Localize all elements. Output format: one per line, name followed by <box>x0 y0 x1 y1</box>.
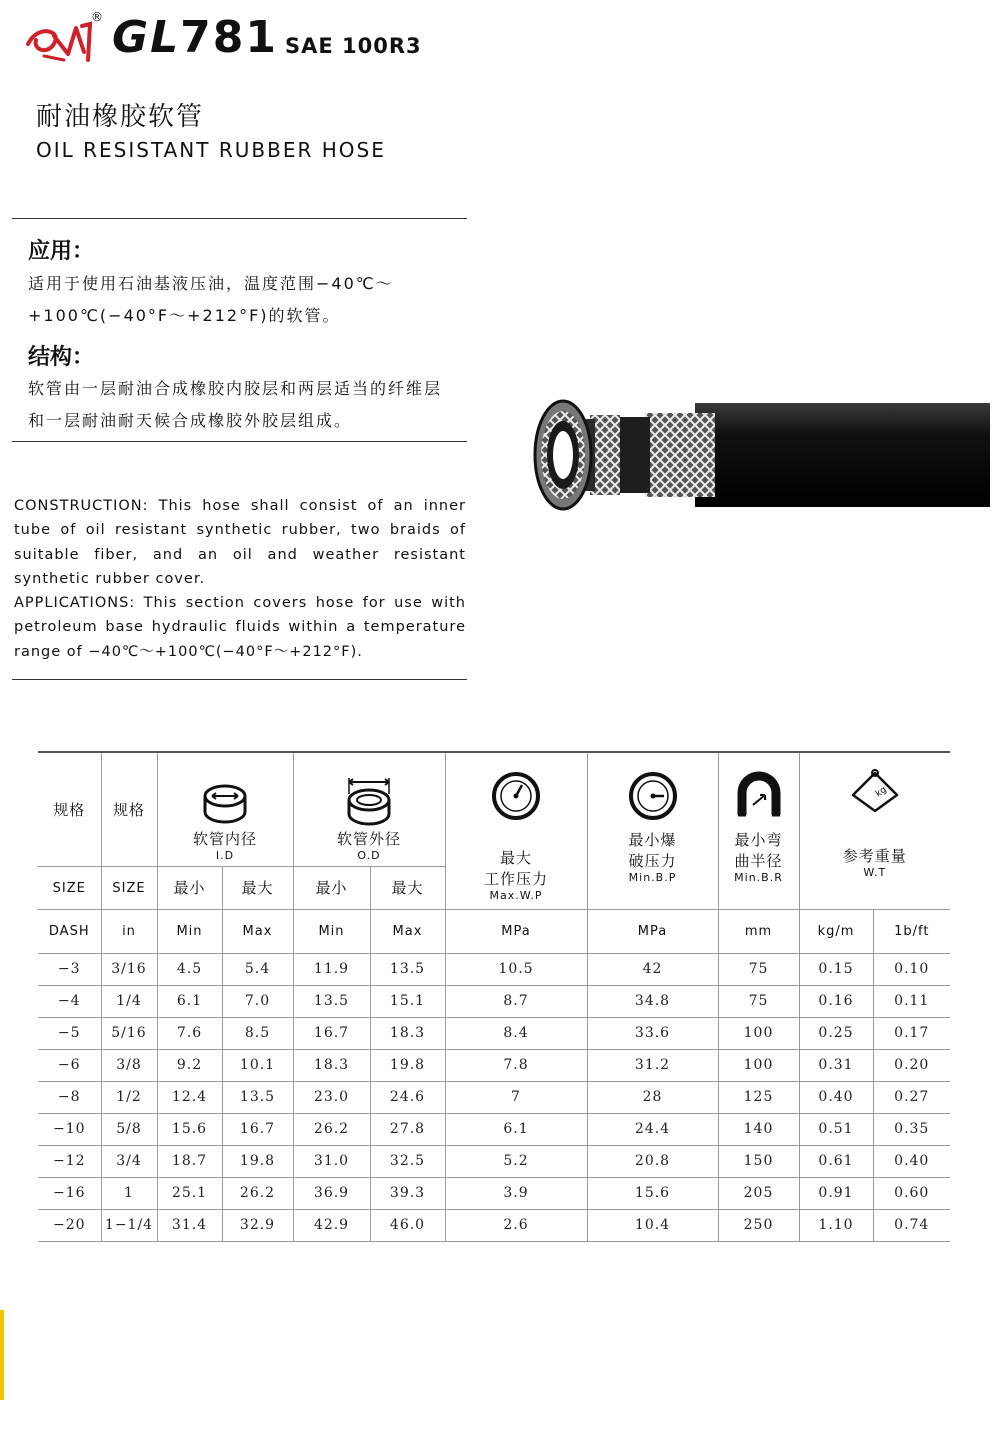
bp-label-2: 破压力 <box>628 852 677 870</box>
header-spec-2 <box>101 752 157 866</box>
table-cell: 27.8 <box>370 1113 445 1145</box>
table-cell: 42 <box>587 953 718 985</box>
table-cell: 13.5 <box>370 953 445 985</box>
divider <box>12 441 467 442</box>
structure-text <box>28 373 468 437</box>
table-cell: 0.10 <box>873 953 950 985</box>
subheader-size-1 <box>38 866 101 909</box>
table-row <box>38 1017 950 1049</box>
table-cell: 0.25 <box>799 1017 873 1049</box>
table-cell: 5/8 <box>101 1113 157 1145</box>
structure-line-2: 和一层耐油耐天候合成橡胶外胶层组成。 <box>28 411 353 430</box>
accent-bar <box>0 1310 4 1400</box>
table-cell: 3/8 <box>101 1049 157 1081</box>
wp-label-en: Max.W.P <box>489 889 543 902</box>
table-cell: 33.6 <box>587 1017 718 1049</box>
br-label-en: Min.B.R <box>734 871 783 884</box>
unit-dash: DASH <box>38 909 101 953</box>
table-cell: 4.5 <box>157 953 222 985</box>
registered-mark: ® <box>91 10 103 24</box>
subheader-od-min <box>293 866 370 909</box>
table-cell: 26.2 <box>293 1113 370 1145</box>
table-cell: 10.4 <box>587 1209 718 1241</box>
table-cell: 15.6 <box>157 1113 222 1145</box>
min-label: 最小 <box>315 879 348 897</box>
application-heading: 应用： <box>28 239 95 264</box>
id-label-en: I.D <box>215 848 235 862</box>
table-cell: 15.1 <box>370 985 445 1017</box>
table-cell: 0.20 <box>873 1049 950 1081</box>
table-cell: 100 <box>718 1049 799 1081</box>
od-label-cn: 软管外径 <box>336 829 401 848</box>
table-cell: 0.31 <box>799 1049 873 1081</box>
unit-lbft: 1b/ft <box>873 909 950 953</box>
table-cell: 31.0 <box>293 1145 370 1177</box>
table-cell: 16.7 <box>293 1017 370 1049</box>
table-cell: 0.51 <box>799 1113 873 1145</box>
wp-label-2: 工作压力 <box>483 870 548 888</box>
table-cell: 9.2 <box>157 1049 222 1081</box>
table-cell: 3/16 <box>101 953 157 985</box>
application-text <box>28 268 468 332</box>
english-description <box>14 494 466 664</box>
wp-label-1: 最大 <box>499 849 532 867</box>
table-cell: 205 <box>718 1177 799 1209</box>
table-cell: 0.27 <box>873 1081 950 1113</box>
table-cell: 3.9 <box>445 1177 587 1209</box>
table-cell: 0.11 <box>873 985 950 1017</box>
table-cell: 0.16 <box>799 985 873 1017</box>
table-cell: 12.4 <box>157 1081 222 1113</box>
header-od <box>293 752 445 866</box>
table-body <box>38 953 950 1241</box>
subheader-id-min <box>157 866 222 909</box>
model-number: 781 <box>180 12 279 63</box>
applications-text: APPLICATIONS: This section covers hose for use with petroleum base hydraulic fluids within a temperature range of −40℃～+100℃(−40°F～+212°F). <box>14 595 466 660</box>
outer-diameter-icon <box>344 776 394 828</box>
bp-label-1: 最小爆 <box>628 831 677 849</box>
table-cell: −16 <box>38 1177 101 1209</box>
subheader-od-max <box>370 866 445 909</box>
table-cell: −10 <box>38 1113 101 1145</box>
unit-kgm: kg/m <box>799 909 873 953</box>
unit-id-max: Max <box>222 909 293 953</box>
header-working-pressure <box>445 752 587 909</box>
table-cell: −8 <box>38 1081 101 1113</box>
table-cell: 5.4 <box>222 953 293 985</box>
structure-line-1: 软管由一层耐油合成橡胶内胶层和两层适当的纤维层 <box>28 379 443 398</box>
br-label-1: 最小弯 <box>734 831 783 849</box>
table-cell: 2.6 <box>445 1209 587 1241</box>
pressure-gauge-icon <box>491 771 541 821</box>
table-cell: 10.5 <box>445 953 587 985</box>
burst-gauge-icon <box>628 771 678 821</box>
subheader-id-max <box>222 866 293 909</box>
table-cell: 0.17 <box>873 1017 950 1049</box>
table-cell: 19.8 <box>222 1145 293 1177</box>
product-title-cn: 耐油橡胶软管 <box>36 102 205 132</box>
construction-text: CONSTRUCTION: This hose shall consist of an inner tube of oil resistant synthetic rubber, two braids of suitable fiber, and an oil and weather resistant synthetic rubber cover. <box>14 498 466 587</box>
subheader-size-2 <box>101 866 157 909</box>
application-line-2: +100℃(−40°F～+212°F)的软管。 <box>28 306 341 325</box>
inner-diameter-icon <box>200 780 250 828</box>
table-cell: 0.61 <box>799 1145 873 1177</box>
table-cell: 39.3 <box>370 1177 445 1209</box>
table-cell: 13.5 <box>222 1081 293 1113</box>
spec-table <box>38 751 950 1242</box>
unit-id-min: Min <box>157 909 222 953</box>
table-cell: 24.6 <box>370 1081 445 1113</box>
size-label: SIZE <box>52 880 86 896</box>
unit-wp: MPa <box>445 909 587 953</box>
header-id <box>157 752 293 866</box>
table-cell: 10.1 <box>222 1049 293 1081</box>
header-spec-label: 规格 <box>53 800 86 819</box>
od-label-en: O.D <box>357 848 381 862</box>
svg-text:kg: kg <box>873 784 889 800</box>
table-cell: 1−1/4 <box>101 1209 157 1241</box>
structure-heading: 结构： <box>28 345 95 370</box>
weight-icon <box>847 767 903 817</box>
table-row <box>38 1177 950 1209</box>
min-label: 最小 <box>173 879 206 897</box>
table-cell: 250 <box>718 1209 799 1241</box>
table-cell: 1/4 <box>101 985 157 1017</box>
table-cell: 13.5 <box>293 985 370 1017</box>
header-bend-radius <box>718 752 799 909</box>
table-cell: −5 <box>38 1017 101 1049</box>
table-cell: 25.1 <box>157 1177 222 1209</box>
table-cell: 6.1 <box>445 1113 587 1145</box>
table-cell: 0.15 <box>799 953 873 985</box>
table-cell: 18.3 <box>370 1017 445 1049</box>
table-cell: 31.2 <box>587 1049 718 1081</box>
table-cell: 8.5 <box>222 1017 293 1049</box>
table-cell: 7.8 <box>445 1049 587 1081</box>
table-cell: 28 <box>587 1081 718 1113</box>
table-cell: 7.0 <box>222 985 293 1017</box>
table-cell: 7.6 <box>157 1017 222 1049</box>
model-prefix: GL <box>112 12 181 63</box>
product-title-en: OIL RESISTANT RUBBER HOSE <box>36 138 386 162</box>
table-cell: 3/4 <box>101 1145 157 1177</box>
table-cell: 8.7 <box>445 985 587 1017</box>
divider <box>12 218 467 219</box>
table-cell: 6.1 <box>157 985 222 1017</box>
table-cell: −20 <box>38 1209 101 1241</box>
table-cell: 1 <box>101 1177 157 1209</box>
table-cell: 140 <box>718 1113 799 1145</box>
table-cell: 32.9 <box>222 1209 293 1241</box>
wt-label-en: W.T <box>863 866 887 879</box>
table-cell: 42.9 <box>293 1209 370 1241</box>
size-label: SIZE <box>112 880 146 896</box>
bend-radius-icon <box>734 771 784 821</box>
table-cell: −3 <box>38 953 101 985</box>
table-cell: −4 <box>38 985 101 1017</box>
table-row <box>38 1209 950 1241</box>
table-cell: 20.8 <box>587 1145 718 1177</box>
table-cell: 1/2 <box>101 1081 157 1113</box>
table-row <box>38 1081 950 1113</box>
table-cell: 46.0 <box>370 1209 445 1241</box>
table-cell: 36.9 <box>293 1177 370 1209</box>
unit-od-min: Min <box>293 909 370 953</box>
br-label-2: 曲半径 <box>734 852 783 870</box>
divider <box>12 679 467 680</box>
table-cell: 34.8 <box>587 985 718 1017</box>
max-label: 最大 <box>241 879 274 897</box>
table-row <box>38 1049 950 1081</box>
header-weight <box>799 752 950 909</box>
table-row <box>38 1145 950 1177</box>
table-row <box>38 985 950 1017</box>
max-label: 最大 <box>391 879 424 897</box>
table-cell: 75 <box>718 985 799 1017</box>
hose-illustration <box>525 395 990 515</box>
table-cell: 100 <box>718 1017 799 1049</box>
table-cell: 75 <box>718 953 799 985</box>
header-spec-label: 规格 <box>112 800 145 819</box>
unit-bp: MPa <box>587 909 718 953</box>
id-label-cn: 软管内径 <box>192 829 257 848</box>
table-cell: 0.40 <box>873 1145 950 1177</box>
standard-label: SAE 100R3 <box>285 34 422 58</box>
table-cell: 150 <box>718 1145 799 1177</box>
table-cell: 5.2 <box>445 1145 587 1177</box>
table-cell: 24.4 <box>587 1113 718 1145</box>
table-cell: 26.2 <box>222 1177 293 1209</box>
table-cell: 11.9 <box>293 953 370 985</box>
table-row <box>38 953 950 985</box>
table-cell: 1.10 <box>799 1209 873 1241</box>
table-cell: 0.91 <box>799 1177 873 1209</box>
table-cell: 31.4 <box>157 1209 222 1241</box>
table-cell: 19.8 <box>370 1049 445 1081</box>
table-cell: 0.35 <box>873 1113 950 1145</box>
table-cell: 7 <box>445 1081 587 1113</box>
model-title <box>112 12 278 63</box>
header-burst-pressure <box>587 752 718 909</box>
table-cell: 5/16 <box>101 1017 157 1049</box>
table-cell: −6 <box>38 1049 101 1081</box>
table-cell: −12 <box>38 1145 101 1177</box>
table-cell: 16.7 <box>222 1113 293 1145</box>
table-cell: 0.40 <box>799 1081 873 1113</box>
header-spec-1 <box>38 752 101 866</box>
unit-od-max: Max <box>370 909 445 953</box>
bp-label-en: Min.B.P <box>628 871 677 884</box>
application-line-1: 适用于使用石油基液压油，温度范围−40℃～ <box>28 274 394 293</box>
table-cell: 8.4 <box>445 1017 587 1049</box>
table-row <box>38 1113 950 1145</box>
table-cell: 0.74 <box>873 1209 950 1241</box>
table-cell: 15.6 <box>587 1177 718 1209</box>
table-cell: 18.7 <box>157 1145 222 1177</box>
wt-label-cn: 参考重量 <box>842 847 907 865</box>
table-cell: 32.5 <box>370 1145 445 1177</box>
unit-br: mm <box>718 909 799 953</box>
unit-in: in <box>101 909 157 953</box>
table-cell: 125 <box>718 1081 799 1113</box>
table-cell: 23.0 <box>293 1081 370 1113</box>
table-cell: 18.3 <box>293 1049 370 1081</box>
table-cell: 0.60 <box>873 1177 950 1209</box>
